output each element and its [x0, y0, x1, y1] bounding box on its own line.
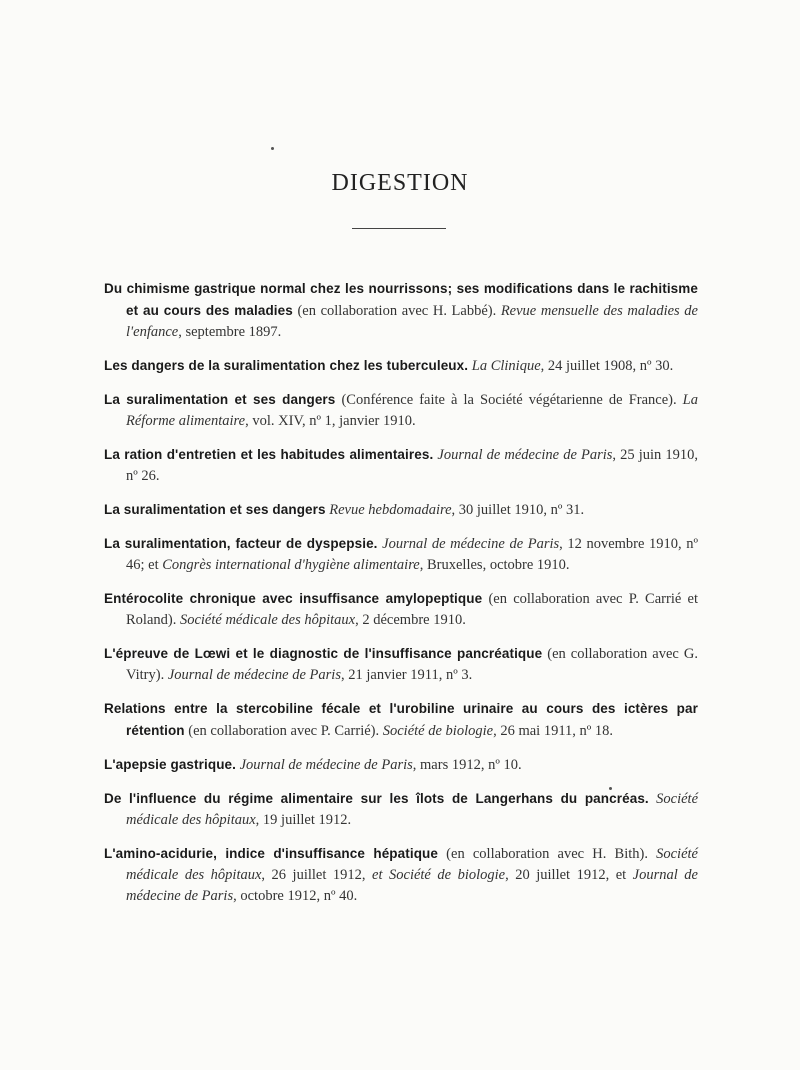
entry-title: De l'influence du régime alimentaire sur les îlots de Langerhans du pancréas. — [104, 791, 649, 806]
entry-title: L'amino-acidurie, indice d'insuffisance hépatique — [104, 846, 439, 861]
entry-date: , 21 janvier 1911, nº 3. — [340, 667, 473, 683]
entry-title: Du chimisme gastrique normal chez les nourrissons; ses modifications dans le rachitisme et au cours des maladies — [104, 281, 698, 318]
entry-title: La suralimentation, facteur de dyspepsie. — [104, 536, 378, 551]
entry-date: , 26 juillet 1912, — [261, 867, 373, 883]
entry-journal: Journal de médecine de Paris — [239, 757, 413, 773]
entry-journal-2: Congrès international d'hygiène alimentaire — [162, 557, 420, 573]
bibliography-entry — [104, 588, 698, 631]
entry-journal: La Clinique — [471, 358, 541, 374]
entry-title: Entérocolite chronique avec insuffisance amylopeptique — [104, 591, 483, 606]
entry-journal: Société médicale des hôpitaux — [126, 846, 698, 883]
entry-journal: La Réforme alimentaire — [126, 392, 698, 429]
entry-journal: Revue hebdomadaire — [329, 502, 452, 518]
entry-date: , 12 novembre 1910, nº 46; et — [126, 536, 698, 573]
entry-journal-2: et Société de biologie — [372, 867, 506, 883]
entry-date-3: , octobre 1912, nº 40. — [233, 888, 358, 904]
entry-note: (en collaboration avec G. Vitry). — [126, 646, 698, 683]
bibliography-entry — [104, 355, 698, 377]
entry-title: L'apepsie gastrique. — [104, 757, 236, 772]
ink-speck — [271, 147, 274, 150]
entry-journal: Journal de médecine de Paris — [167, 667, 341, 683]
entry-title: La suralimentation et ses dangers — [104, 502, 326, 517]
entry-date: , mars 1912, nº 10. — [412, 757, 522, 773]
entry-note: (Conférence faite à la Société végétarienne de France). — [335, 392, 683, 408]
bibliography-entry — [104, 788, 698, 831]
entry-date: , 24 juillet 1908, nº 30. — [540, 358, 674, 374]
bibliography-entry — [104, 389, 698, 432]
entry-journal: Société de biologie — [382, 723, 494, 739]
page-title: DIGESTION — [331, 170, 469, 196]
entry-date-2: , 20 juillet 1912, et — [505, 867, 633, 883]
bibliography-entry — [104, 499, 698, 521]
entry-journal: Journal de médecine de Paris — [437, 447, 613, 463]
entry-title: La ration d'entretien et les habitudes alimentaires. — [104, 447, 434, 462]
entry-title: L'épreuve de Lœwi et le diagnostic de l'insuffisance pancréatique — [104, 646, 543, 661]
entry-date: , 25 juin 1910, nº 26. — [126, 447, 698, 484]
entry-date: , 19 juillet 1912. — [255, 812, 352, 828]
entry-note: (en collaboration avec P. Carrié et Roland). — [126, 591, 698, 628]
entry-title: La suralimentation et ses dangers — [104, 392, 336, 407]
entry-date: , 30 juillet 1910, nº 31. — [451, 502, 585, 518]
entry-journal-3: Journal de médecine de Paris — [126, 867, 698, 904]
entry-date: , 2 décembre 1910. — [355, 612, 466, 628]
bibliography-entry — [104, 754, 698, 776]
bibliography-entry — [104, 278, 698, 343]
entry-date: , septembre 1897. — [178, 324, 282, 340]
entry-date: , 26 mai 1911, nº 18. — [493, 723, 614, 739]
entry-journal: Journal de médecine de Paris — [382, 536, 560, 552]
entry-note: (en collaboration avec H. Bith). — [438, 846, 657, 862]
bibliography-entry — [104, 533, 698, 576]
entry-title: Les dangers de la suralimentation chez les tuberculeux. — [104, 358, 469, 373]
bibliography-entry — [104, 698, 698, 742]
entry-date-2: , Bruxelles, octobre 1910. — [419, 557, 570, 573]
entry-journal: Société médicale des hôpitaux — [126, 791, 699, 828]
entry-note: (en collaboration avec P. Carrié). — [184, 723, 383, 739]
bibliography-entry — [104, 643, 698, 686]
bibliography-entry — [104, 843, 698, 907]
bibliography-list — [104, 278, 698, 919]
entry-note: (en collaboration avec H. Labbé). — [292, 303, 501, 319]
entry-date: , vol. XIV, nº 1, janvier 1910. — [245, 413, 416, 429]
bibliography-entry — [104, 444, 698, 487]
entry-title: Relations entre la stercobiline fécale et l'urobiline urinaire au cours des ictères par rétention — [104, 701, 698, 738]
entry-journal: Revue mensuelle des maladies de l'enfance — [126, 303, 698, 340]
title-divider — [352, 228, 446, 229]
entry-journal: Société médicale des hôpitaux — [179, 612, 356, 628]
